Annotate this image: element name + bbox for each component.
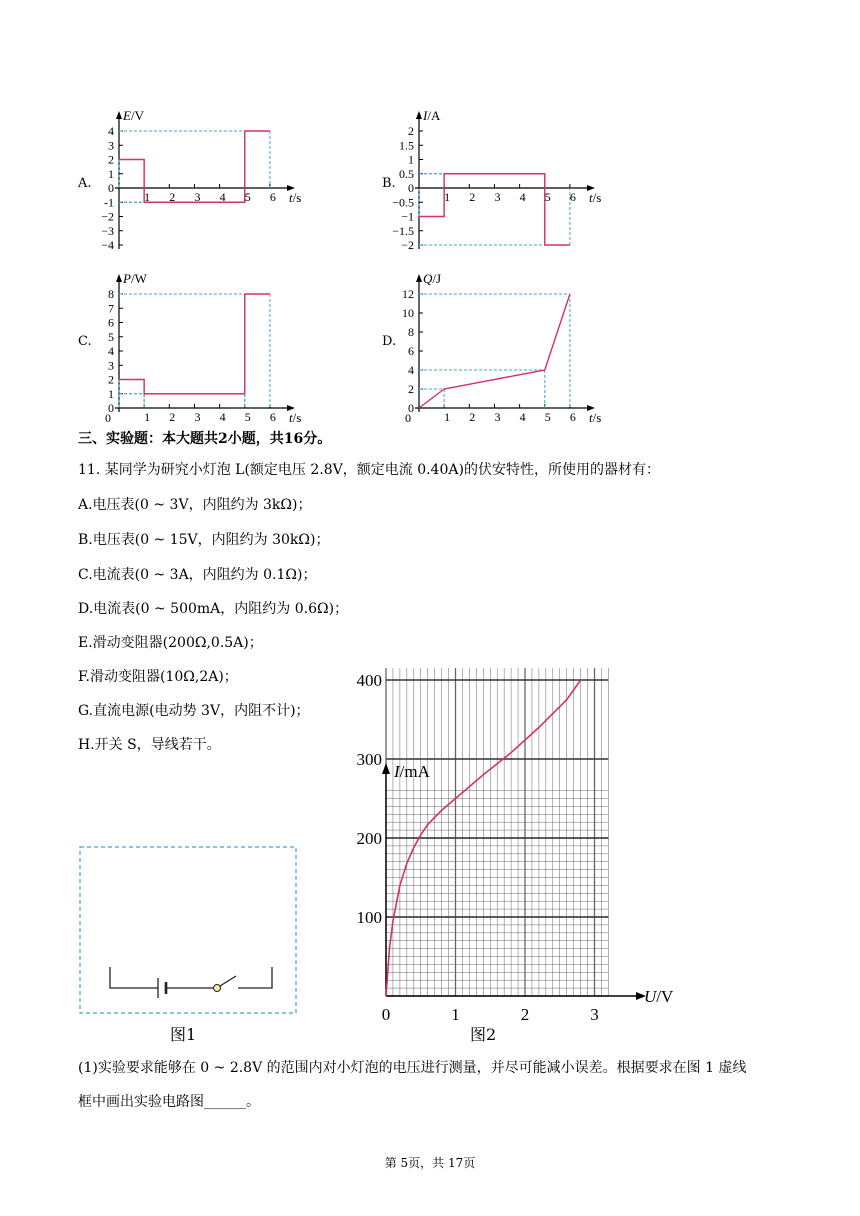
y-tick-label: −2 bbox=[101, 209, 114, 224]
x-tick-label: 1 bbox=[444, 190, 451, 204]
x-tick-label: 3 bbox=[494, 410, 501, 424]
y-tick-label: 8 bbox=[108, 287, 114, 301]
y-tick-label: 2 bbox=[408, 382, 414, 396]
x-tick-label: 3 bbox=[194, 410, 201, 424]
y-axis-label: Q/J bbox=[423, 271, 442, 286]
x-tick-label: 0 bbox=[381, 1005, 391, 1024]
x-tick-label: 3 bbox=[494, 190, 501, 204]
y-tick-label: −3 bbox=[101, 223, 114, 238]
y-tick-label: 400 bbox=[356, 671, 382, 690]
y-tick-label: 3 bbox=[108, 358, 114, 373]
equipment-item: E.滑动变阻器(200Ω,0.5A)； bbox=[78, 635, 263, 651]
y-tick-label: 12 bbox=[402, 287, 414, 301]
section-title: 三、实验题：本大题共2小题，共16分。 bbox=[78, 431, 332, 447]
y-tick-label: 100 bbox=[356, 908, 382, 927]
y-tick-label: −2 bbox=[401, 238, 414, 252]
equipment-item: A.电压表(0 ~ 3V，内阻约为 3kΩ)； bbox=[78, 497, 312, 513]
y-tick-label: 6 bbox=[108, 315, 114, 330]
x-tick-label: 5 bbox=[544, 190, 551, 204]
x-tick-label: 4 bbox=[219, 410, 226, 424]
y-axis-arrow bbox=[416, 111, 422, 119]
option-d-chart bbox=[395, 268, 615, 425]
y-tick-label: 2 bbox=[108, 372, 114, 387]
x-tick-label: 1 bbox=[451, 1005, 460, 1024]
x-tick-label: 5 bbox=[244, 410, 251, 424]
y-tick-label: 8 bbox=[408, 325, 414, 339]
y-tick-label: 300 bbox=[356, 750, 382, 769]
x-tick-label: 6 bbox=[269, 190, 276, 204]
y-axis-arrow bbox=[416, 274, 422, 282]
y-axis-label: P/W bbox=[123, 271, 147, 286]
x-tick-label: 5 bbox=[244, 190, 251, 204]
question-stem: 11. 某同学为研究小灯泡 L(额定电压 2.8V，额定电流 0.40A)的伏安特性，所使用的器材有： bbox=[78, 462, 660, 478]
x-tick-label: 1 bbox=[144, 190, 151, 204]
y-tick-label: 1.5 bbox=[399, 138, 414, 153]
series-line bbox=[119, 294, 270, 394]
y-tick-label: 2 bbox=[108, 152, 114, 167]
equipment-item: C.电流表(0 ~ 3A，内阻约为 0.1Ω)； bbox=[78, 567, 317, 583]
x-tick-label: 4 bbox=[519, 190, 526, 204]
x-tick-label: 2 bbox=[169, 190, 176, 204]
y-tick-label: 1 bbox=[108, 386, 114, 401]
y-tick-label: 3 bbox=[108, 138, 114, 153]
y-axis-label: I/A bbox=[423, 108, 441, 123]
x-tick-label: 4 bbox=[519, 410, 526, 424]
y-tick-label: 2 bbox=[408, 124, 414, 138]
y-tick-label: 0.5 bbox=[399, 166, 414, 181]
y-tick-label: 200 bbox=[356, 829, 382, 848]
question-part1-line1: (1)实验要求能够在 0 ~ 2.8V 的范围内对小灯泡的电压进行测量，并尽可能减小误差。根据要求在图 1 虚线 bbox=[78, 1060, 747, 1076]
x-tick-label: 3 bbox=[194, 190, 201, 204]
x-axis-label: t/s bbox=[589, 410, 602, 425]
figure-2-caption: 图2 bbox=[470, 1025, 497, 1044]
y-tick-label: −1.5 bbox=[392, 223, 414, 238]
y-axis-label: I/mA bbox=[394, 762, 430, 781]
y-tick-label: 0 bbox=[108, 401, 114, 415]
option-b-chart bbox=[392, 105, 615, 255]
option-b-label: B. bbox=[382, 176, 396, 191]
y-tick-label: 0 bbox=[408, 401, 414, 415]
x-axis-label: t/s bbox=[289, 410, 302, 425]
figure-1-caption: 图1 bbox=[170, 1025, 197, 1044]
x-tick-label: 6 bbox=[269, 410, 276, 424]
y-tick-label: -1 bbox=[104, 195, 114, 210]
option-d-label: D. bbox=[382, 334, 397, 349]
y-axis-arrow bbox=[116, 274, 122, 282]
origin-label: 0 bbox=[405, 411, 411, 425]
equipment-item: G.直流电源(电动势 3V，内阻不计)； bbox=[78, 703, 310, 719]
equipment-item: H.开关 S，导线若干。 bbox=[78, 737, 221, 753]
x-tick-label: 3 bbox=[590, 1005, 599, 1024]
equipment-item: B.电压表(0 ~ 15V，内阻约为 30kΩ)； bbox=[78, 532, 330, 548]
option-c-label: C. bbox=[78, 334, 92, 349]
y-tick-label: 1 bbox=[108, 166, 114, 181]
y-tick-label: −1 bbox=[401, 209, 414, 224]
option-a-label: A. bbox=[78, 176, 92, 191]
x-tick-label: 1 bbox=[144, 410, 151, 424]
x-tick-label: 2 bbox=[520, 1005, 530, 1024]
y-tick-label: 10 bbox=[402, 306, 414, 320]
x-axis-label: U/V bbox=[644, 987, 674, 1006]
y-tick-label: 0 bbox=[108, 181, 114, 195]
x-tick-label: 6 bbox=[569, 190, 576, 204]
origin-label: 0 bbox=[105, 411, 111, 425]
question-part1-line2: 框中画出实验电路图______。 bbox=[78, 1094, 260, 1110]
y-tick-label: 4 bbox=[108, 124, 114, 138]
option-c-chart bbox=[95, 268, 305, 425]
y-tick-label: 1 bbox=[408, 152, 414, 167]
equipment-item: D.电流表(0 ~ 500mA，内阻约为 0.6Ω)； bbox=[78, 601, 349, 617]
figure-1-circuit bbox=[78, 845, 300, 1017]
x-tick-label: 4 bbox=[219, 190, 226, 204]
y-tick-label: 7 bbox=[108, 301, 114, 316]
option-a-chart bbox=[95, 105, 305, 255]
y-tick-label: −0.5 bbox=[392, 195, 414, 210]
x-axis-label: t/s bbox=[289, 190, 302, 205]
y-tick-label: 0 bbox=[408, 181, 414, 195]
page-footer: 第 5页，共 17页 bbox=[384, 1156, 476, 1170]
x-tick-label: 2 bbox=[169, 410, 176, 424]
equipment-item: F.滑动变阻器(10Ω,2A)； bbox=[78, 669, 238, 685]
y-tick-label: −4 bbox=[101, 238, 114, 252]
y-axis-arrow bbox=[382, 763, 390, 774]
y-axis-arrow bbox=[116, 111, 122, 119]
figure-2-chart bbox=[348, 671, 688, 1024]
y-tick-label: 4 bbox=[108, 344, 114, 358]
y-axis-label: E/V bbox=[123, 108, 144, 123]
y-tick-label: 4 bbox=[408, 363, 414, 377]
x-axis-label: t/s bbox=[589, 190, 602, 205]
x-tick-label: 1 bbox=[444, 410, 451, 424]
x-tick-label: 2 bbox=[469, 410, 476, 424]
x-tick-label: 5 bbox=[544, 410, 551, 424]
y-tick-label: 6 bbox=[408, 344, 414, 358]
x-tick-label: 2 bbox=[469, 190, 476, 204]
y-tick-label: 5 bbox=[108, 329, 114, 344]
series-line bbox=[419, 294, 570, 408]
x-tick-label: 6 bbox=[569, 410, 576, 424]
